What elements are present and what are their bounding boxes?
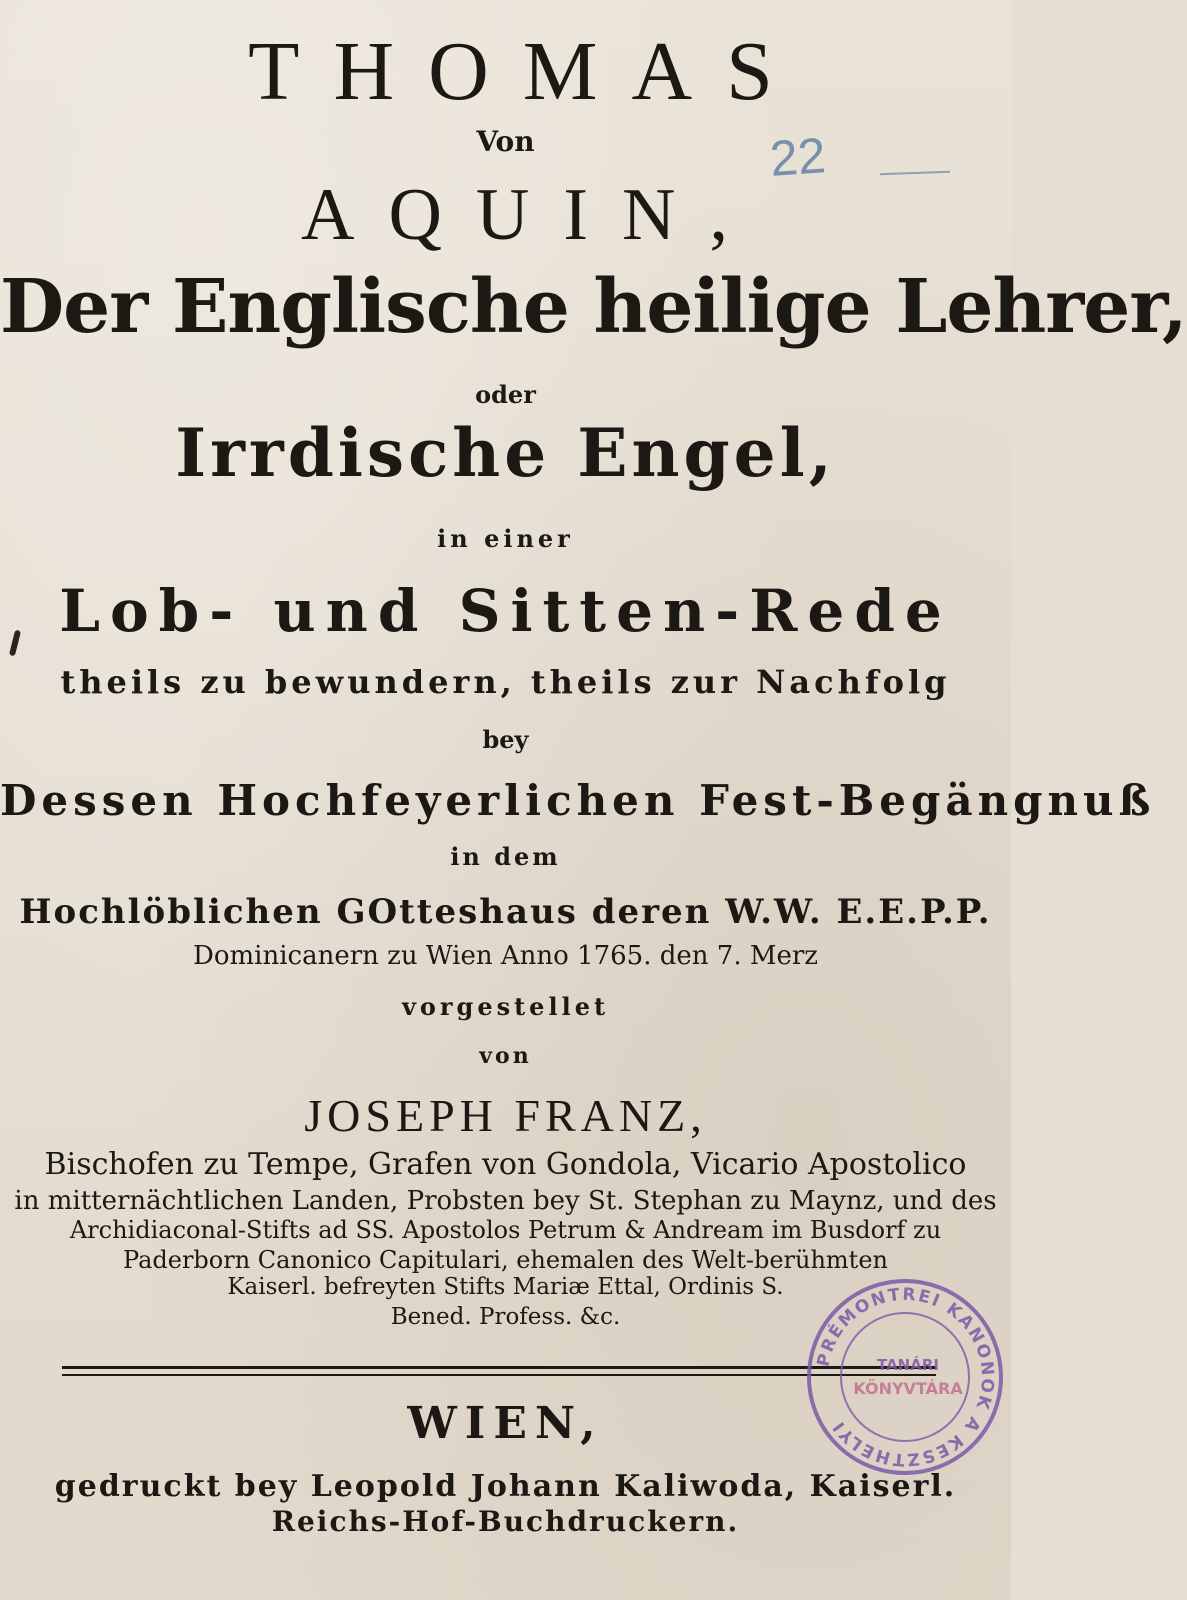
title-thomas: THOMAS bbox=[248, 25, 807, 118]
subtitle-in-dem: in dem bbox=[450, 842, 561, 871]
imprint-place: WIEN, bbox=[407, 1398, 604, 1449]
stamp-ring-text: PRÉMONTREI KANONOK A KESZTHELYI bbox=[813, 1284, 998, 1470]
imprint-printer: gedruckt bey Leopold Johann Kaliwoda, Kaiserl. bbox=[54, 1469, 957, 1504]
author-title-line-6: Bened. Profess. &c. bbox=[390, 1304, 621, 1330]
author-title-line-5: Kaiserl. befreyten Stifts Mariæ Ettal, Ordinis S. bbox=[227, 1274, 784, 1300]
subtitle-von: von bbox=[479, 1043, 532, 1069]
imprint-printer-line-2: Reichs-Hof-Buchdruckern. bbox=[271, 1505, 740, 1538]
shelfmark-pencil: 22 bbox=[768, 127, 828, 187]
subtitle-lob-rede: Lob- und Sitten-Rede bbox=[59, 577, 952, 645]
subtitle-lehrer: Der Englische heilige Lehrer, bbox=[0, 264, 1187, 350]
title-aquin: AQUIN, bbox=[301, 174, 762, 256]
stamp-center-2: KÖNYVTÁRA bbox=[853, 1379, 963, 1398]
subtitle-engel: Irrdische Engel, bbox=[175, 414, 836, 492]
subtitle-fest: Dessen Hochfeyerlichen Fest-Begängnuß bbox=[0, 776, 1156, 825]
author-title-line-3: Archidiaconal-Stifts ad SS. Apostolos Petrum & Andream im Busdorf zu bbox=[69, 1216, 942, 1244]
author-title-line-2: in mitternächtlichen Landen, Probsten bey St. Stephan zu Maynz, und des bbox=[14, 1186, 997, 1216]
title-von: Von bbox=[476, 125, 535, 158]
subtitle-gotteshaus: Hochlöblichen GOtteshaus deren W.W. E.E.P.P. bbox=[19, 892, 992, 932]
subtitle-theils: theils zu bewundern, theils zur Nachfolg bbox=[60, 663, 951, 701]
subtitle-dominicanern: Dominicanern zu Wien Anno 1765. den 7. Merz bbox=[193, 941, 818, 971]
subtitle-in-einer: in einer bbox=[437, 524, 574, 553]
author-title-line-1: Bischofen zu Tempe, Grafen von Gondola, Vicario Apostolico bbox=[44, 1147, 967, 1182]
subtitle-vorgestellet: vorgestellet bbox=[401, 992, 610, 1021]
library-stamp bbox=[800, 1272, 1010, 1482]
subtitle-oder: oder bbox=[475, 380, 536, 409]
author-name: JOSEPH FRANZ, bbox=[304, 1090, 707, 1141]
shelfmark-dash bbox=[880, 171, 950, 175]
stamp-center-1: TANÁRI bbox=[877, 1356, 939, 1374]
author-title-line-4: Paderborn Canonico Capitulari, ehemalen des Welt-berühmten bbox=[123, 1246, 888, 1274]
subtitle-bey: bey bbox=[482, 725, 529, 754]
